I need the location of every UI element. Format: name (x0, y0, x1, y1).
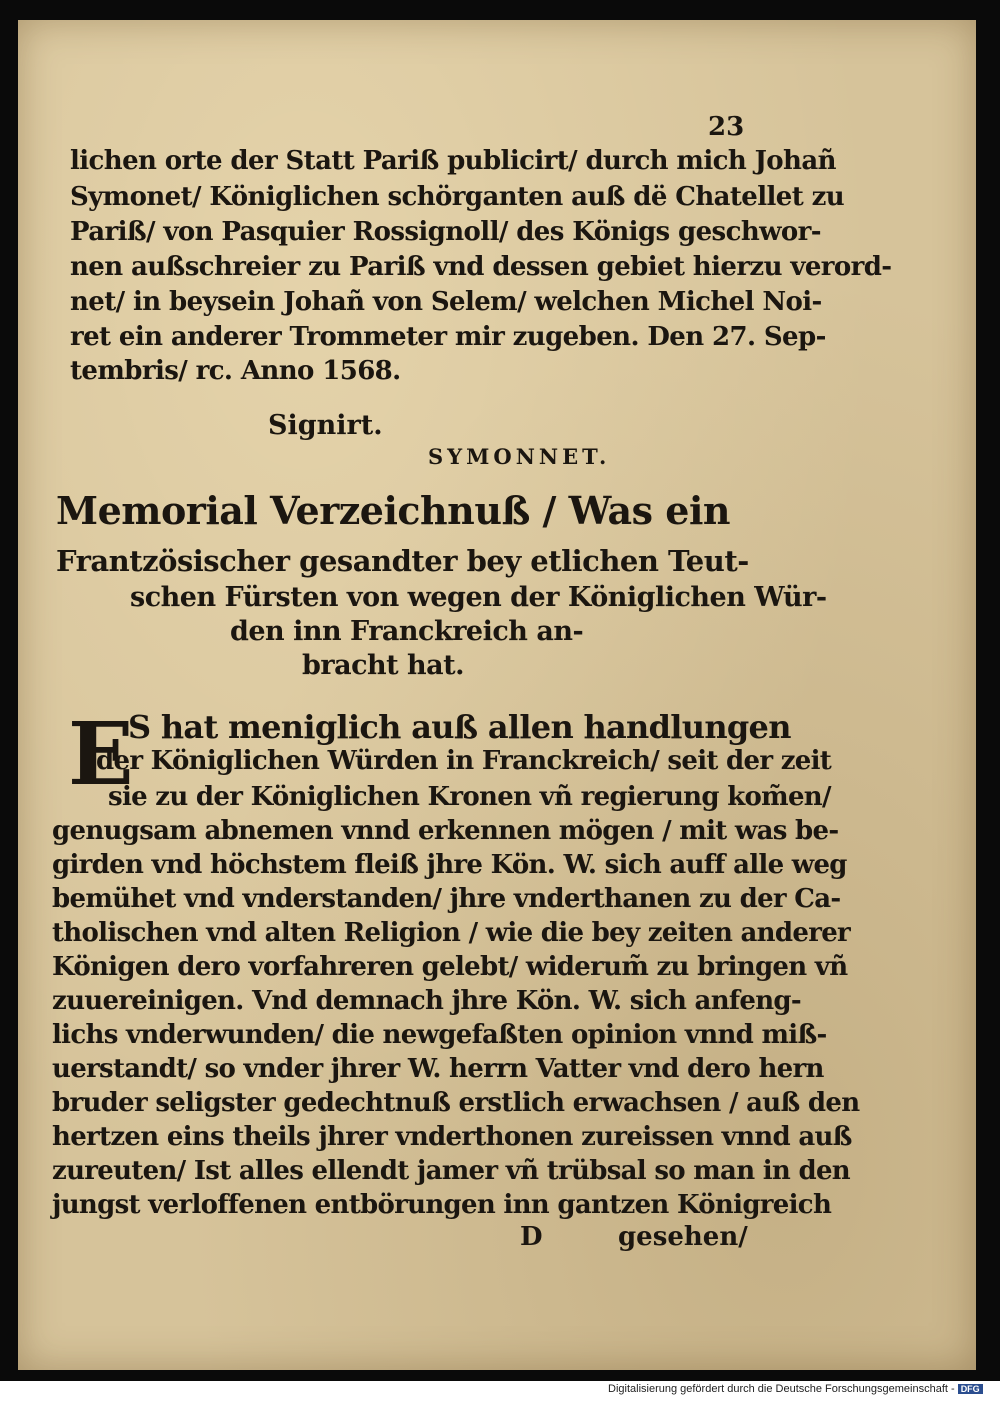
signatory-name: SYMONNET. (428, 444, 611, 469)
body-line: hertzen eins theils jhrer vnderthonen zureissen vnnd auß (52, 1122, 852, 1152)
body-line: lichs vnderwunden/ die newgefaßten opinion vnnd miß- (52, 1020, 827, 1050)
text-line: nen außschreier zu Pariß vnd dessen gebiet hierzu verord- (70, 252, 892, 282)
credit-text: Digitalisierung gefördert durch die Deutsche Forschungsgemeinschaft - (608, 1383, 955, 1395)
dfg-logo: DFG (958, 1384, 983, 1394)
text-line: tembris/ rc. Anno 1568. (70, 356, 401, 386)
body-line: bruder seligster gedechtnuß erstlich erwachsen / auß den (52, 1088, 860, 1118)
body-line: zuuereinigen. Vnd demnach jhre Kön. W. sich anfeng- (52, 986, 801, 1016)
text-line: Pariß/ von Pasquier Rossignoll/ des Königs geschwor- (70, 217, 821, 247)
heading-line-1: Memorial Verzeichnuß / Was ein (56, 488, 731, 533)
document-page (18, 20, 976, 1370)
text-line: lichen orte der Statt Pariß publicirt/ durch mich Johañ (70, 146, 836, 176)
body-line: der Königlichen Würden in Franckreich/ seit der zeit (96, 746, 832, 776)
signirt-label: Signirt. (268, 410, 383, 441)
heading-line-2: Frantzösischer gesandter bey etlichen Teut- (56, 544, 749, 578)
initial-letter: E (68, 704, 134, 805)
digitization-credit (608, 1383, 983, 1395)
body-line: jungst verloffenen entbörungen inn gantzen Königreich (52, 1190, 832, 1220)
body-line: tholischen vnd alten Religion / wie die bey zeiten anderer (52, 918, 851, 948)
body-line: Königen dero vorfahreren gelebt/ widerum̃ zu bringen vñ (52, 952, 848, 982)
text-line: ret ein anderer Trommeter mir zugeben. Den 27. Sep- (70, 322, 826, 352)
body-line: genugsam abnemen vnnd erkennen mögen / mit was be- (52, 816, 839, 846)
body-line: bemühet vnd vnderstanden/ jhre vnderthanen zu der Ca- (52, 884, 841, 914)
catchword: gesehen/ (618, 1222, 748, 1252)
body-line: sie zu der Königlichen Kronen vñ regierung kom̃en/ (108, 782, 831, 812)
body-line: uerstandt/ so vnder jhrer W. herrn Vatter vnd dero hern (52, 1054, 824, 1084)
text-line: Symonet/ Königlichen schörganten auß dë Chatellet zu (70, 182, 845, 212)
signature-mark: D (520, 1222, 543, 1252)
body-line: girden vnd höchstem fleiß jhre Kön. W. sich auff alle weg (52, 850, 847, 880)
heading-line-3: schen Fürsten von wegen der Königlichen Wür- (130, 582, 827, 613)
text-line: net/ in beysein Johañ von Selem/ welchen Michel Noi- (70, 287, 822, 317)
heading-line-4: den inn Franckreich an- (230, 616, 584, 647)
page-number: 23 (708, 112, 745, 142)
body-line: S hat meniglich auß allen handlungen (128, 708, 791, 746)
body-line: zureuten/ Ist alles ellendt jamer vñ trübsal so man in den (52, 1156, 851, 1186)
heading-line-5: bracht hat. (302, 650, 465, 681)
